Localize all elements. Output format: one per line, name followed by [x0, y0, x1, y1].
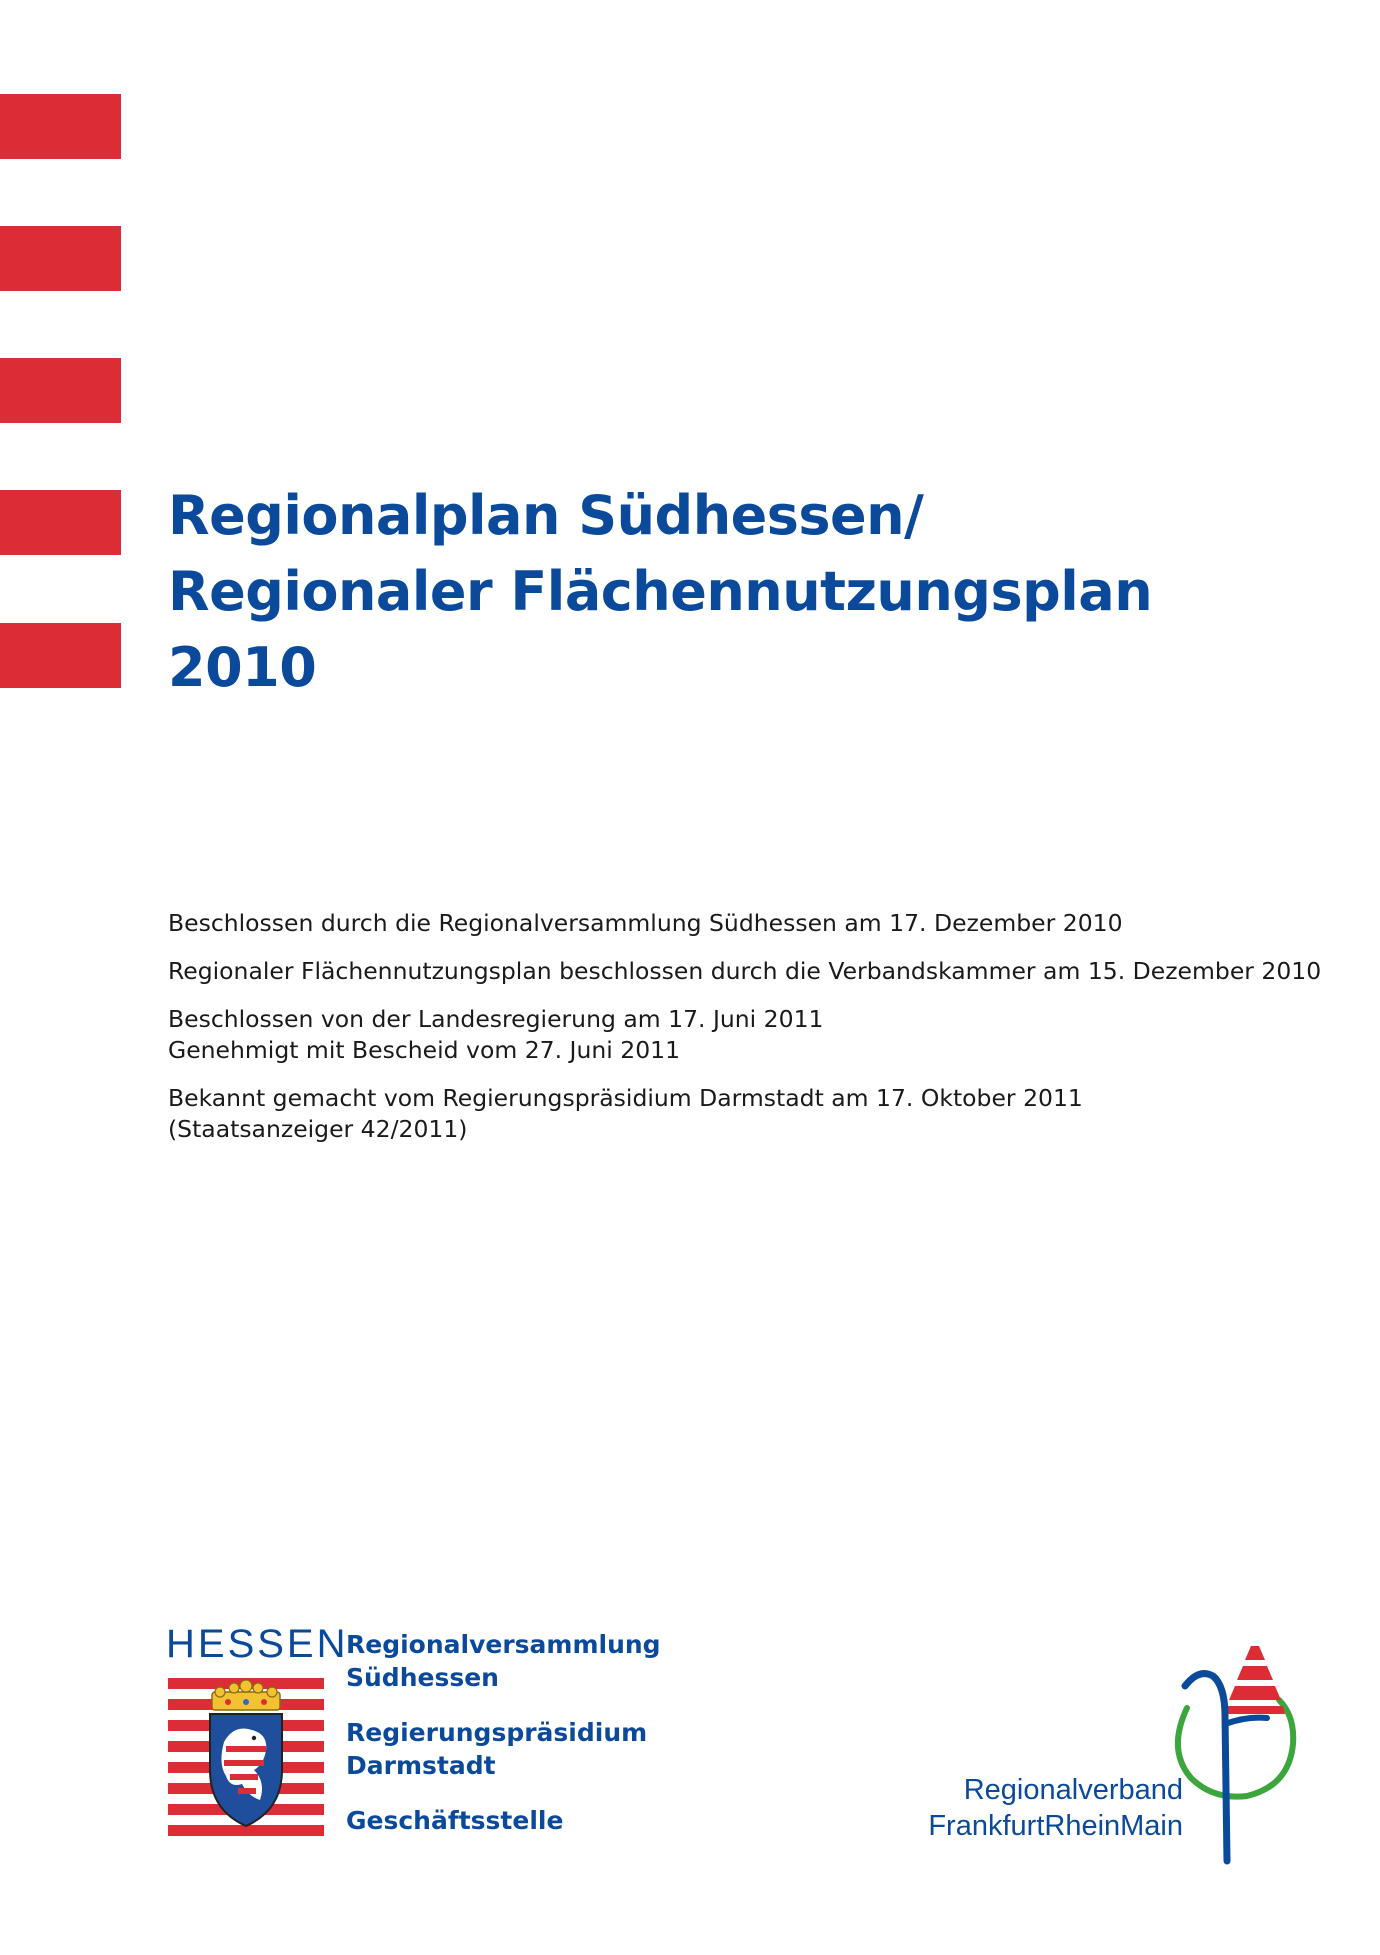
info-paragraph-1: Beschlossen durch die Regionalversammlung Südhessen am 17. Dezember 2010 — [168, 909, 1123, 937]
info-paragraph-3 — [168, 1004, 1348, 1066]
info-paragraph-2: Regionaler Flächennutzungsplan beschlossen durch die Verbandskammer am 15. Dezember 2010 — [168, 957, 1322, 985]
info-paragraph-4-line-2: (Staatsanzeiger 42/2011) — [168, 1115, 468, 1143]
decorative-stripe-5 — [0, 623, 121, 688]
info-paragraph-4-line-1: Bekannt gemacht vom Regierungspräsidium Darmstadt am 17. Oktober 2011 — [168, 1084, 1083, 1112]
title-line-1: Regionalplan Südhessen/ — [168, 484, 924, 547]
decorative-stripe-3 — [0, 358, 121, 423]
decorative-stripe-2 — [0, 226, 121, 291]
hessen-text-line-2: Südhessen — [346, 1663, 499, 1692]
title-line-3: 2010 — [168, 636, 317, 699]
title-line-2: Regionaler Flächennutzungsplan — [168, 560, 1153, 623]
document-title — [168, 478, 1152, 706]
hessen-text-line-3: Regierungspräsidium — [346, 1718, 648, 1747]
regionalversammlung-block — [346, 1628, 661, 1837]
info-paragraph-3-line-1: Beschlossen von der Landesregierung am 17. Juni 2011 — [168, 1005, 824, 1033]
adoption-info — [168, 908, 1348, 1162]
hessen-wordmark: HESSEN — [166, 1622, 349, 1666]
decorative-stripe-4 — [0, 490, 121, 555]
hessen-text-line-5: Geschäftsstelle — [346, 1806, 564, 1835]
hessen-coat-of-arms-icon — [168, 1678, 324, 1836]
hessen-text-line-4: Darmstadt — [346, 1751, 496, 1780]
regionalverband-line-2: FrankfurtRheinMain — [928, 1810, 1183, 1842]
regionalverband-line-1: Regionalverband — [963, 1774, 1183, 1806]
info-paragraph-3-line-2: Genehmigt mit Bescheid vom 27. Juni 2011 — [168, 1036, 681, 1064]
hessen-text-line-1: Regionalversammlung — [346, 1630, 661, 1659]
regionalverband-name — [918, 1772, 1183, 1844]
info-paragraph-4 — [168, 1083, 1348, 1145]
decorative-stripe-1 — [0, 94, 121, 159]
